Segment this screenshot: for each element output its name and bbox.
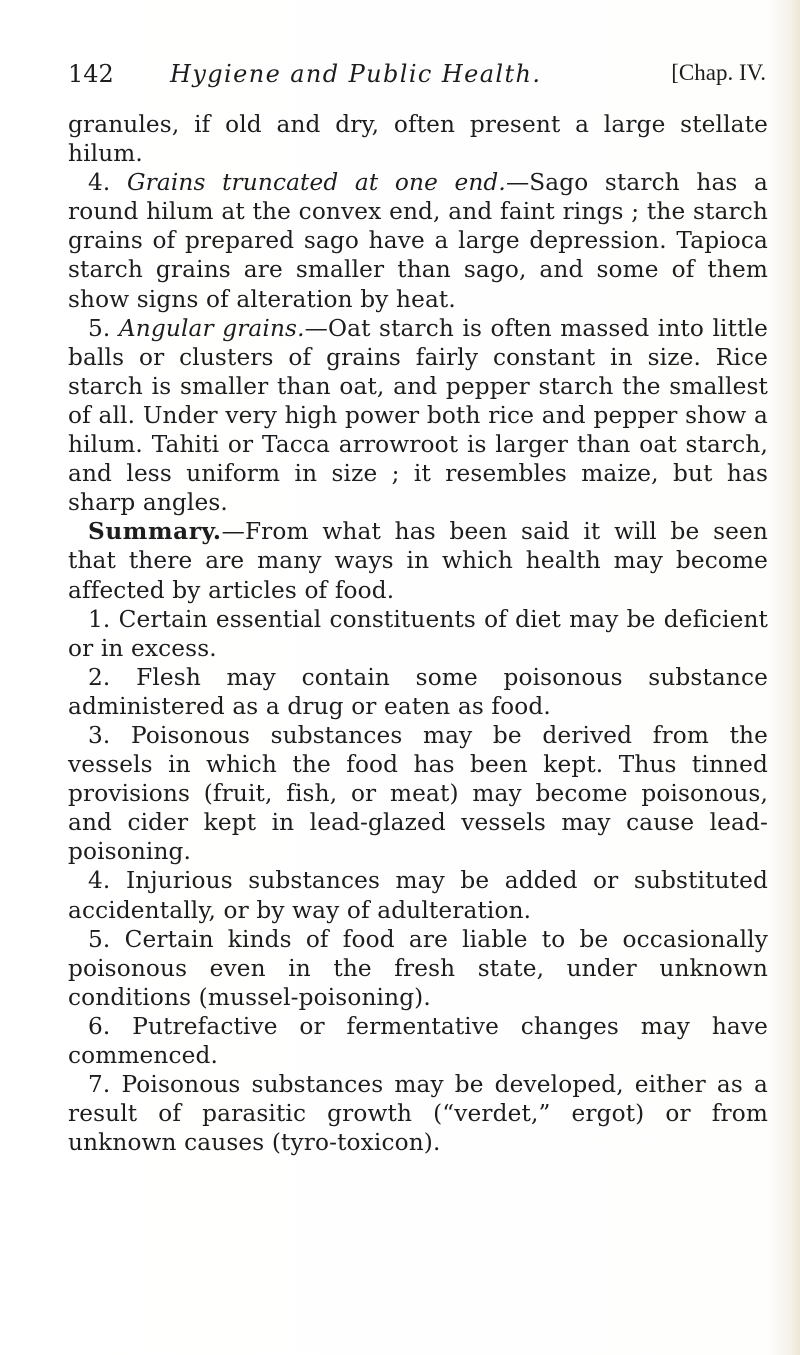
item-text: Injurious substances may be added or substituted accidentally, or by way of adulteration.: [68, 867, 768, 924]
paragraph-number: 4.: [88, 169, 111, 197]
body-text: [68, 110, 768, 1157]
paragraph-angular-grains: [68, 314, 768, 518]
item-number: 6.: [88, 1012, 111, 1040]
summary-item: [68, 1012, 768, 1070]
item-text: Certain kinds of food are liable to be occasionally poisonous even in the fresh state, under unknown conditions (mussel-poisoning).: [68, 925, 768, 1011]
summary-item: [68, 925, 768, 1012]
running-title: Hygiene and Public Health.: [170, 60, 542, 88]
item-number: 2.: [88, 663, 111, 691]
paragraph-text: —From what has been said it will be seen that there are many ways in which health may become affected by articles of food.: [68, 518, 768, 604]
paragraph-lead: Grains truncated at one end.: [126, 169, 506, 197]
paragraph-granules: [68, 110, 768, 168]
summary-item: [68, 866, 768, 924]
item-number: 7.: [88, 1071, 111, 1099]
item-number: 4.: [88, 867, 111, 895]
item-number: 3.: [88, 721, 111, 749]
item-text: Putrefactive or fermentative changes may have commenced.: [68, 1012, 768, 1069]
summary-item: [68, 605, 768, 663]
page-header: [68, 60, 768, 100]
chapter-reference: [Chap. IV.: [671, 60, 766, 85]
item-text: Poisonous substances may be developed, either as a result of parasitic growth (“verdet,” ergot) or from unknown causes (tyro-toxicon).: [68, 1071, 768, 1157]
item-number: 5.: [88, 925, 111, 953]
paragraph-lead: Angular grains.: [118, 314, 305, 342]
paragraph-text: —Sago starch has a round hilum at the convex end, and faint rings ; the starch grains of prepared sago have a large depression. Tapioca starch grains are smaller than sago, and some of them show signs of alteration by heat.: [68, 169, 768, 313]
item-text: Certain essential constituents of diet may be deficient or in excess.: [68, 605, 768, 662]
item-number: 1.: [88, 605, 111, 633]
paragraph-text: granules, if old and dry, often present a large stellate hilum.: [68, 111, 768, 168]
summary-item: [68, 721, 768, 866]
summary-item: [68, 1070, 768, 1157]
paragraph-summary: [68, 517, 768, 604]
item-text: Flesh may contain some poisonous substance administered as a drug or eaten as food.: [68, 663, 768, 720]
page-number: 142: [68, 60, 114, 88]
paragraph-truncated-grains: [68, 168, 768, 313]
paragraph-number: 5.: [88, 314, 111, 342]
summary-heading: Summary.: [88, 518, 222, 546]
paragraph-text: —Oat starch is often massed into little balls or clusters of grains fairly constant in size. Rice starch is smaller than oat, and pepper starch the smallest of all. Under very high power both rice and pepper show a hilum. Tahiti or Tacca arrowroot is larger than oat starch, and less uniform in size ; it resembles maize, but has sharp angles.: [68, 314, 768, 517]
item-text: Poisonous substances may be derived from the vessels in which the food has been kept. Thus tinned provisions (fruit, fish, or meat) may become poisonous, and cider kept in lead-glazed vessels may cause lead-poisoning.: [68, 721, 768, 866]
summary-item: [68, 663, 768, 721]
